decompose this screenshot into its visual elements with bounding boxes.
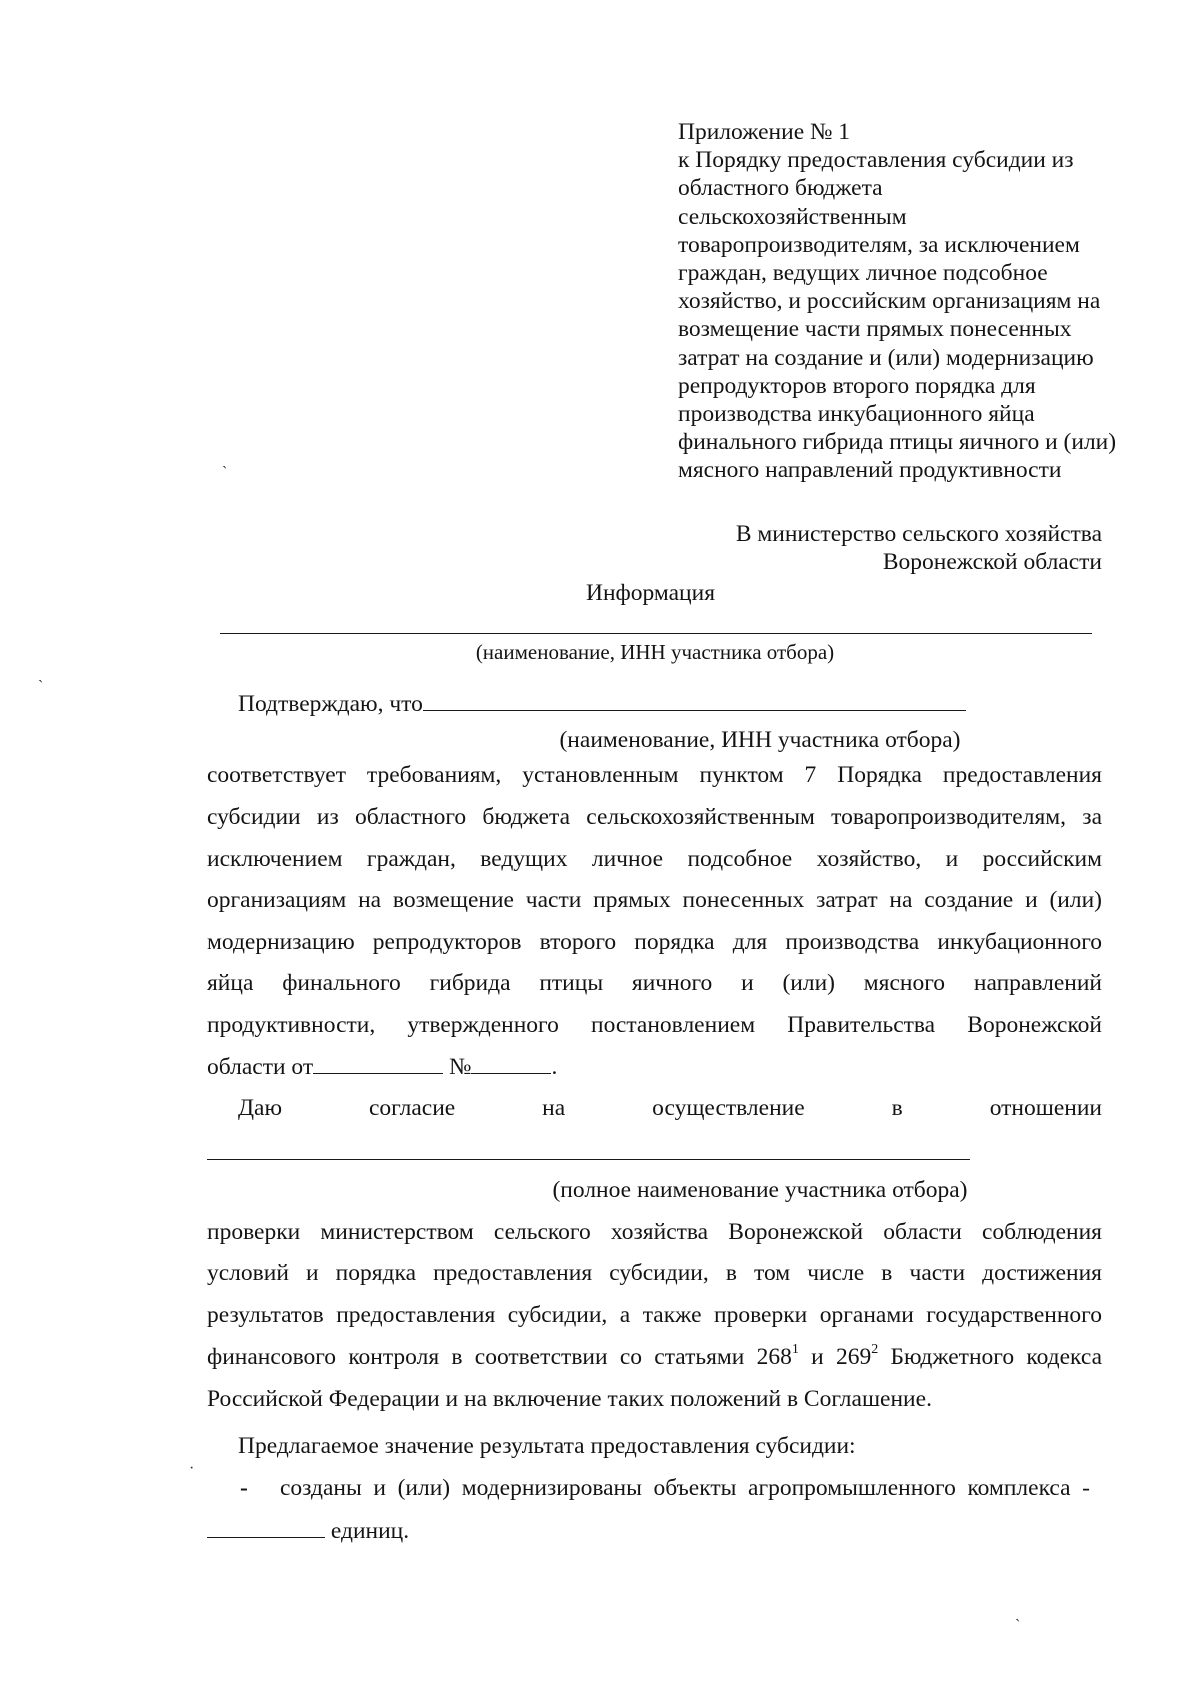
annex-line: к Порядку предоставления субсидии из (678, 147, 1074, 174)
addressee (700, 520, 1102, 576)
consent-lead: Даю согласие на осуществление в отношении (238, 1095, 1102, 1121)
addressee-line-1: В министерство сельского хозяйства (735, 521, 1102, 547)
articles-text-c: Бюджетного кодекса (878, 1344, 1103, 1370)
full-name-field-line (207, 1159, 970, 1160)
articles-text-b: и 269 (798, 1344, 872, 1370)
annex-line: мясного направлений продуктивности (678, 457, 1062, 484)
result-bullet-marker: - (240, 1475, 248, 1501)
result-heading: Предлагаемое значение результата предоставления субсидии: (238, 1433, 856, 1459)
date-blank (313, 1053, 443, 1074)
date-prefix: области от (207, 1054, 314, 1080)
confirm-line: соответствует требованиям, установленным пунктом 7 Порядка предоставления (207, 762, 1102, 788)
consent-last-line: Российской Федерации и на включение таких положений в Соглашение. (207, 1386, 932, 1412)
document-title: Информация (586, 580, 716, 606)
scan-speck: · (189, 1460, 195, 1477)
consent-line: результатов предоставления субсидии, а также проверки органами государственного (207, 1302, 1102, 1328)
number-blank (471, 1053, 551, 1074)
confirm-date-line (207, 1053, 557, 1081)
articles-text-a: финансового контроля в соответствии со статьями 268 (207, 1344, 792, 1370)
annex-header (678, 118, 1144, 485)
full-name-caption: (полное наименование участника отбора) (552, 1177, 968, 1203)
applicant-blank (423, 690, 966, 711)
addressee-line-2: Воронежской области (882, 549, 1102, 575)
annex-line: граждан, ведущих личное подсобное (678, 260, 1048, 287)
annex-line: товаропроизводителям, за исключением (678, 231, 1080, 258)
result-bullet-text: созданы и (или) модернизированы объекты агропромышленного комплекса - (280, 1475, 1090, 1501)
confirm-line: продуктивности, утвержденного постановлением Правительства Воронежской (207, 1012, 1102, 1038)
annex-line: областного бюджета (678, 175, 883, 202)
confirm-line: исключением граждан, ведущих личное подсобное хозяйство, и российским (207, 846, 1102, 872)
confirm-lead (238, 690, 966, 718)
applicant-caption: (наименование, ИНН участника отбора) (559, 727, 961, 753)
annex-line: сельскохозяйственным (678, 203, 907, 230)
confirm-lead-text: Подтверждаю, что (238, 691, 423, 717)
confirm-line: модернизацию репродукторов второго порядка для производства инкубационного (207, 929, 1102, 955)
consent-line: условий и порядка предоставления субсидии, в том числе в части достижения (207, 1260, 1102, 1286)
scan-speck: ˏ (38, 666, 44, 683)
article-superscript-1: 1 (791, 1342, 799, 1358)
annex-line: репродукторов второго порядка для (678, 372, 1036, 399)
date-period: . (551, 1054, 558, 1080)
annex-line: возмещение части прямых понесенных (678, 316, 1072, 343)
confirm-line: организациям на возмещение части прямых понесенных затрат на создание и (или) (207, 887, 1102, 913)
scan-speck: ˏ (1015, 1605, 1021, 1622)
applicant-caption-small: (наименование, ИНН участника отбора) (475, 640, 835, 664)
confirm-line: яйца финального гибрида птицы яичного и (или) мясного направлений (207, 970, 1102, 996)
annex-line: хозяйство, и российским организациям на (678, 288, 1101, 315)
confirm-line: субсидии из областного бюджета сельскохозяйственным товаропроизводителям, за (207, 804, 1102, 830)
article-superscript-2: 2 (871, 1342, 879, 1358)
applicant-field-line (220, 633, 1092, 634)
scan-speck: ˏ (222, 452, 228, 469)
number-sign: № (449, 1054, 472, 1080)
annex-line: затрат на создание и (или) модернизацию (678, 344, 1094, 371)
annex-line: Приложение № 1 (678, 119, 851, 145)
result-unit-line (207, 1517, 409, 1545)
consent-line: проверки министерством сельского хозяйства Воронежской области соблюдения (207, 1219, 1102, 1245)
annex-line: производства инкубационного яйца (678, 401, 1035, 428)
result-value-blank (207, 1517, 325, 1538)
annex-line: финального гибрида птицы яичного и (или) (678, 429, 1117, 456)
result-unit: единиц. (330, 1518, 410, 1544)
consent-line-articles (207, 1343, 1102, 1371)
